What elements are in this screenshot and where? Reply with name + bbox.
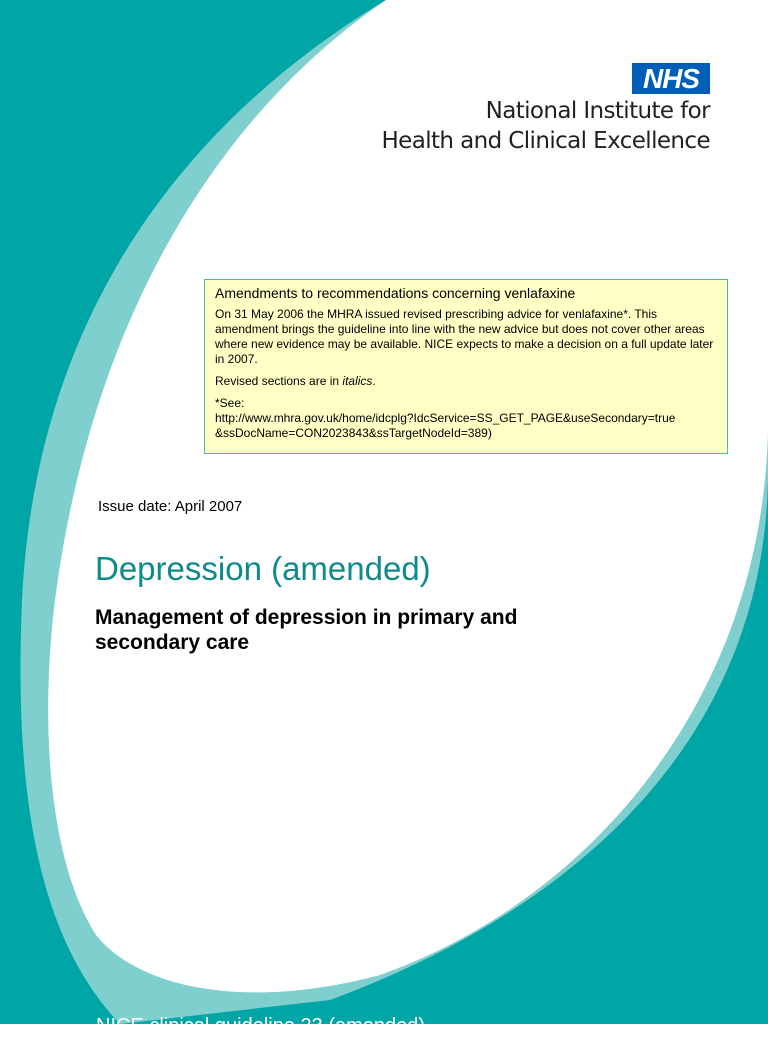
- organisation-name-line-2: Health and Clinical Excellence: [381, 128, 710, 154]
- organisation-name-line-1: National Institute for: [485, 98, 710, 124]
- amendment-notice-paragraph: On 31 May 2006 the MHRA issued revised prescribing advice for venlafaxine*. This amendment brings the guideline into line with the new advice but does not cover other areas where new evidence may be available. NICE expects to make a decision on a full update later in 2007.: [215, 307, 714, 366]
- revised-sections-italic-word: italics: [342, 374, 373, 388]
- mhra-link-line-2[interactable]: &ssDocName=CON2023843&ssTargetNodeId=389): [215, 426, 492, 440]
- document-title: Depression (amended): [95, 550, 431, 587]
- amendment-notice-title: Amendments to recommendations concerning venlafaxine: [215, 285, 576, 301]
- revised-sections-note: [215, 374, 717, 389]
- guideline-footer: NICE clinical guideline 23 (amended): [96, 1015, 426, 1037]
- mhra-link-line-1[interactable]: http://www.mhra.gov.uk/home/idcplg?IdcService=SS_GET_PAGE&useSecondary=true: [215, 411, 676, 425]
- see-label: *See:: [215, 396, 245, 410]
- amendment-notice-box: [204, 279, 728, 454]
- nhs-logo: NHS: [632, 63, 710, 94]
- revised-sections-suffix: .: [372, 374, 376, 388]
- organisation-name: [381, 96, 710, 156]
- revised-sections-prefix: Revised sections are in: [215, 374, 343, 388]
- issue-date: Issue date: April 2007: [98, 498, 243, 515]
- document-subtitle: Management of depression in primary and secondary care: [95, 606, 518, 654]
